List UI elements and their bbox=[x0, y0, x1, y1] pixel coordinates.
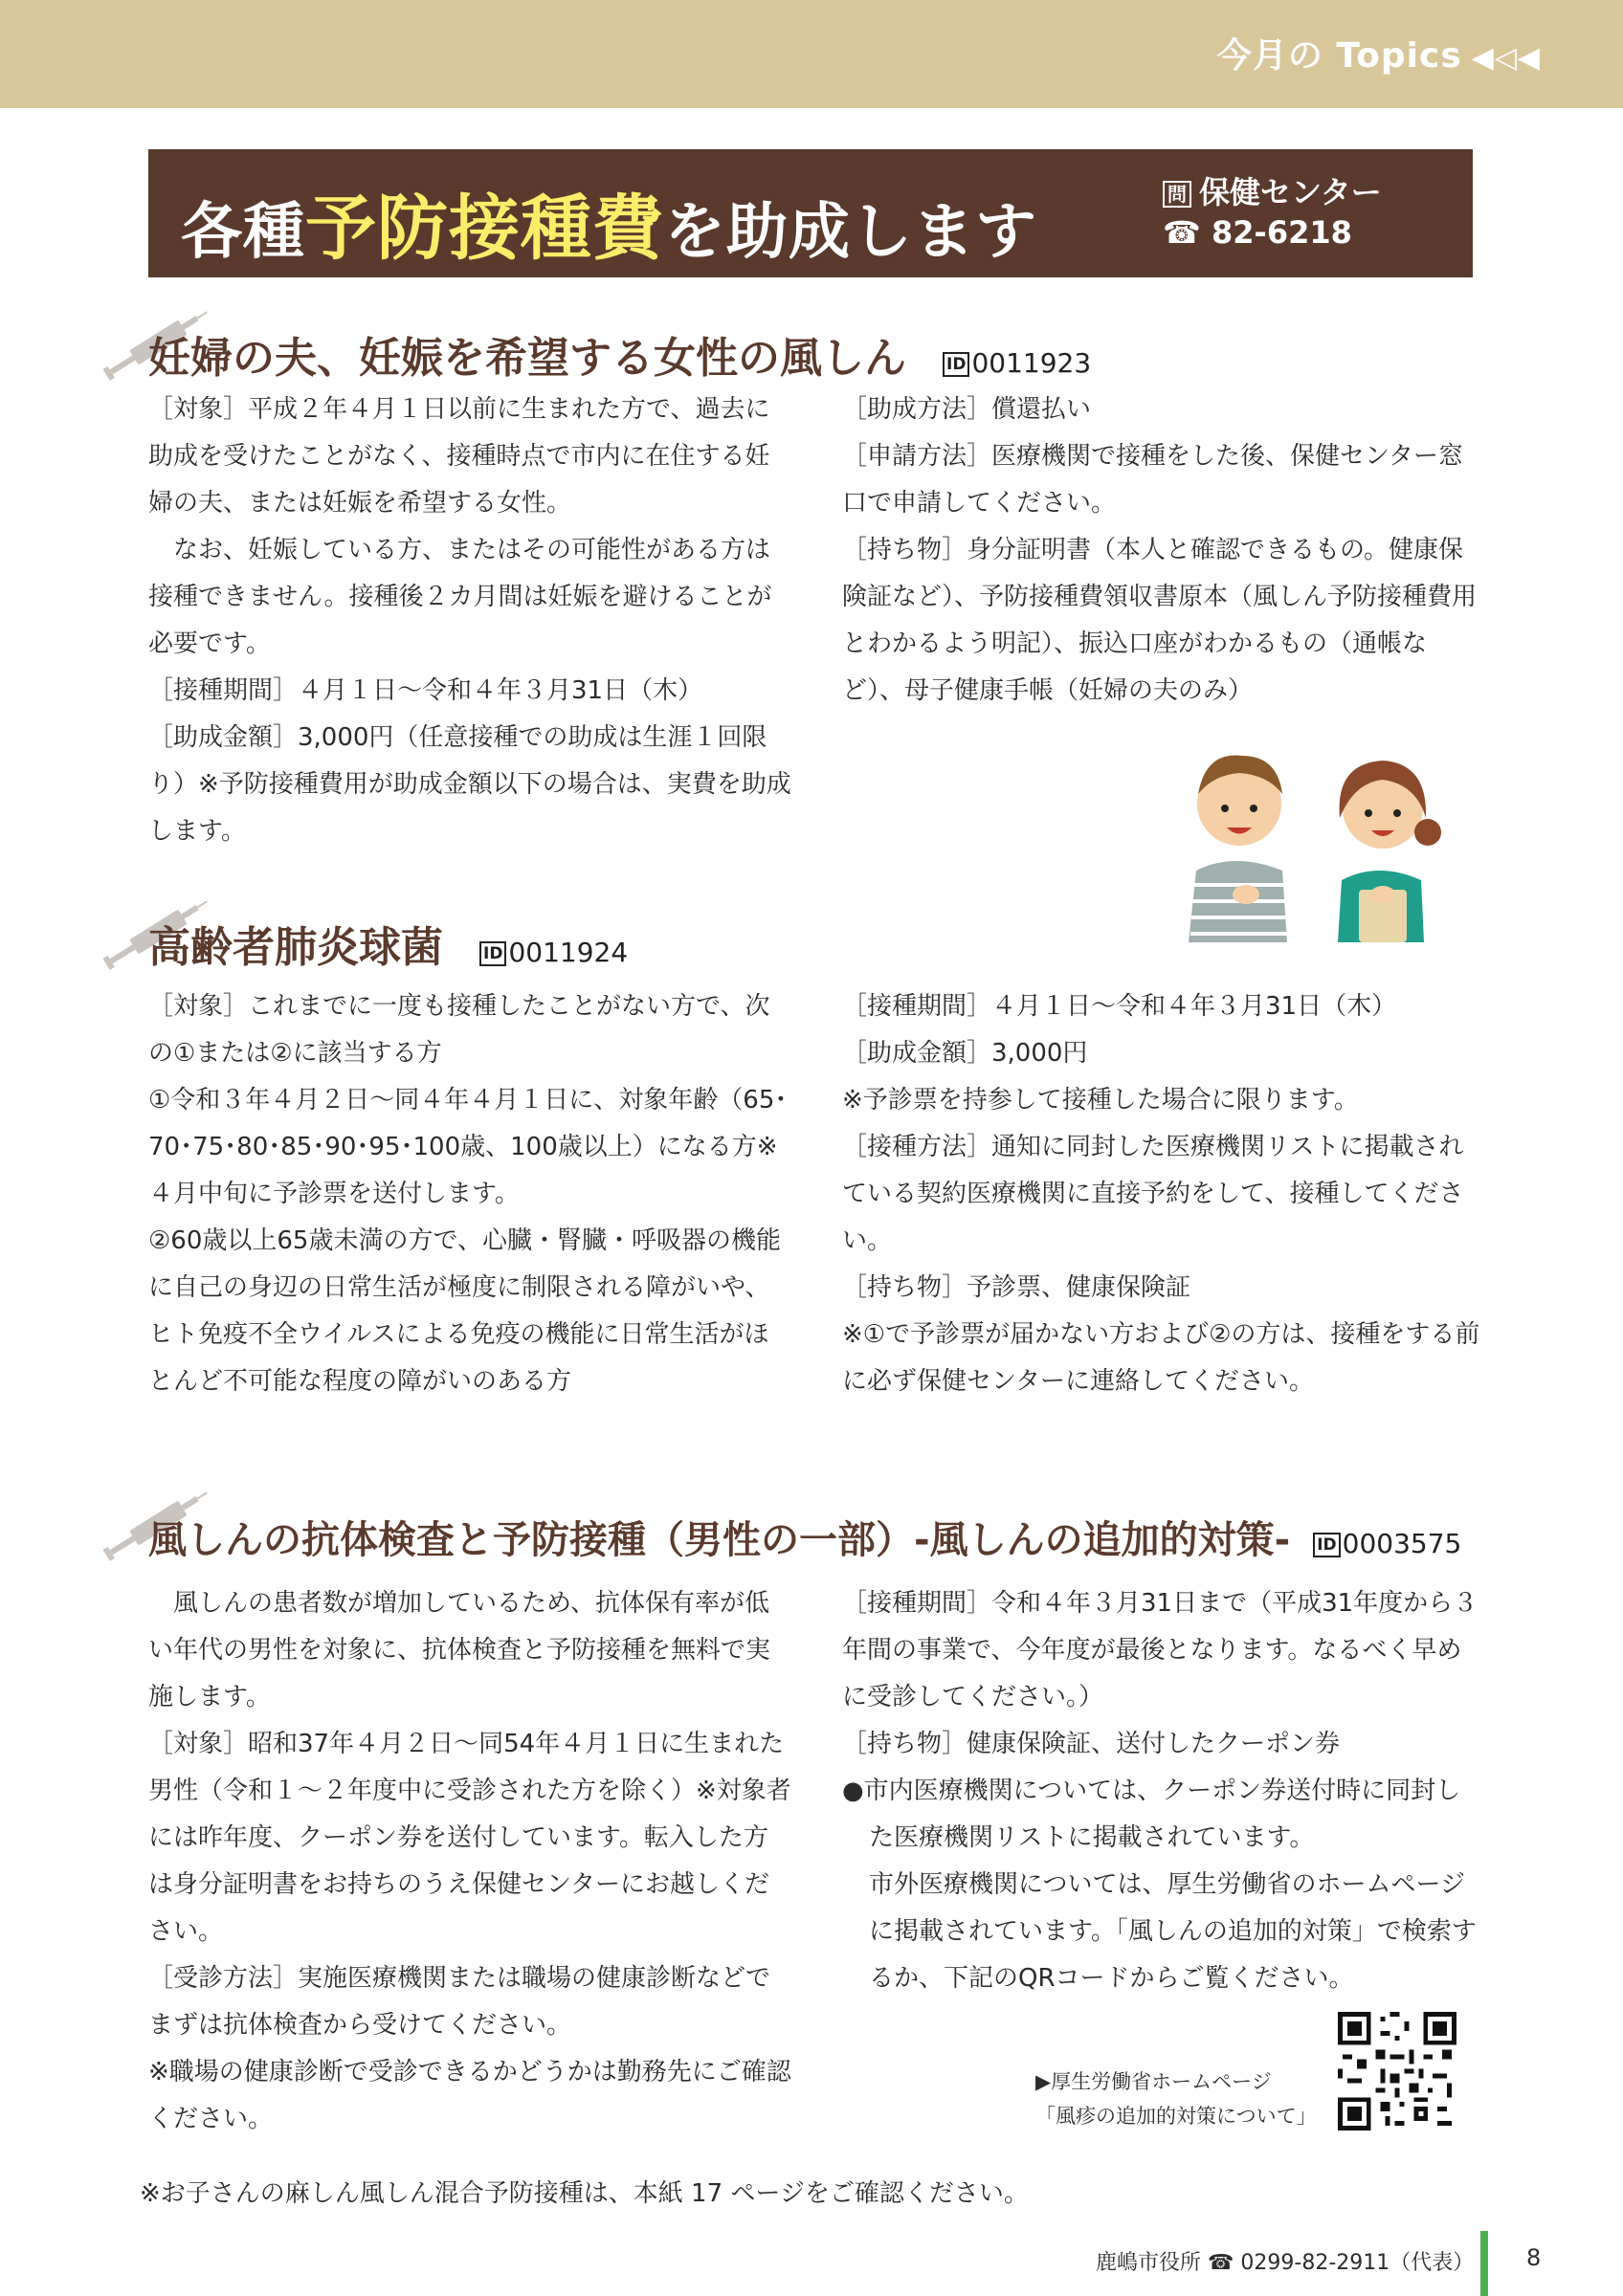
section1-right-column bbox=[842, 386, 1483, 715]
paragraph: ［対象］平成２年４月１日以前に生まれた方で、過去に助成を受けたことがなく、接種時点で市内に在住する妊婦の夫、または妊娠を希望する女性。 bbox=[148, 395, 770, 518]
id-number: 0011924 bbox=[508, 937, 629, 968]
id-icon: ID bbox=[1313, 1533, 1340, 1557]
page-title bbox=[181, 172, 1037, 274]
paragraph: ［申請方法］医療機関で接種をした後、保健センター窓口で申請してください。 bbox=[842, 442, 1463, 518]
paragraph: ［助成金額］3,000円 bbox=[842, 1039, 1088, 1068]
paragraph: ［接種期間］令和４年３月31日まで（平成31年度から３年間の事業で、今年度が最後となります。なるべく早めに受診してください。） bbox=[842, 1589, 1478, 1711]
contact-org: 保健センター bbox=[1199, 174, 1382, 210]
paragraph: なお、妊娠している方、またはその可能性がある方は接種できません。接種後２カ月間は妊娠を避けることが必要です。 bbox=[148, 536, 772, 658]
section2-right-column bbox=[842, 983, 1483, 1405]
section-title-pneumococcal bbox=[148, 913, 628, 974]
title-highlight: 予防接種費 bbox=[305, 188, 664, 270]
paragraph: ※職場の健康診断で受診できるかどうかは勤務先にご確認ください。 bbox=[148, 2058, 791, 2133]
id-icon: ID bbox=[943, 352, 969, 377]
page-number: 8 bbox=[1526, 2244, 1542, 2271]
paragraph: ［接種期間］４月１日～令和４年３月31日（木） bbox=[842, 992, 1397, 1021]
section-title-rubella-pregnancy bbox=[148, 323, 1091, 385]
topics-text: 今月の Topics bbox=[1216, 36, 1462, 76]
section2-left-column bbox=[148, 983, 791, 1405]
inquiry-icon: 問 bbox=[1163, 181, 1191, 208]
id-number: 0011923 bbox=[971, 347, 1092, 379]
paragraph: ［対象］昭和37年４月２日～同54年４月１日に生まれた男性（令和１～２年度中に受診された方を除く）※対象者には昨年度、クーポン券を送付しています。転入した方は身分証明書をお持ちのうえ保健センターにお越しください。 bbox=[148, 1730, 791, 1946]
id-icon: ID bbox=[479, 941, 506, 966]
paragraph: ［持ち物］予診票、健康保険証 bbox=[842, 1273, 1191, 1302]
section-title-text: 妊婦の夫、妊娠を希望する女性の風しん bbox=[148, 334, 906, 383]
section3-left-column bbox=[148, 1580, 791, 2143]
title-pre: 各種 bbox=[181, 197, 305, 268]
title-banner bbox=[148, 149, 1473, 277]
id-tag bbox=[943, 347, 1091, 379]
qr-code-image[interactable] bbox=[1338, 2012, 1456, 2130]
section-title-rubella-men bbox=[148, 1510, 1461, 1564]
paragraph: ［助成方法］償還払い bbox=[842, 395, 1092, 424]
arrows-icon: ◀◁◀ bbox=[1471, 41, 1541, 75]
qr-caption-line: 「風疹の追加的対策について」 bbox=[1035, 2105, 1317, 2128]
paragraph: 市外医療機関については、厚生労働省のホームページに掲載されています。「風しんの追加的対策」で検索するか、下記のQRコードからご覧ください。 bbox=[869, 1870, 1477, 1993]
paragraph: ［接種方法］通知に同封した医療機関リストに掲載されている契約医療機関に直接予約をして、接種してください。 bbox=[842, 1133, 1464, 1255]
footnote: ※お子さんの麻しん風しん混合予防接種は、本紙 17 ページをご確認ください。 bbox=[140, 2179, 1029, 2208]
paragraph: ①令和３年４月２日～同４年４月１日に、対象年齢（65･70･75･80･85･90･95･100歳、100歳以上）になる方※４月中旬に予診票を送付します。 bbox=[148, 1086, 788, 1208]
paragraph: ［受診方法］実施医療機関または職場の健康診断などでまずは抗体検査から受けてください。 bbox=[148, 1964, 771, 2040]
footer-org: 鹿嶋市役所 bbox=[1096, 2251, 1202, 2275]
paragraph: ［対象］これまでに一度も接種したことがない方で、次の①または②に該当する方 bbox=[148, 992, 770, 1068]
section3-right-column bbox=[842, 1580, 1483, 2002]
footer-divider bbox=[1480, 2231, 1488, 2296]
paragraph: 風しんの患者数が増加しているため、抗体保有率が低い年代の男性を対象に、抗体検査と予防接種を無料で実施します。 bbox=[148, 1589, 771, 1711]
paragraph: ●市内医療機関については、クーポン券送付時に同封した医療機関リストに掲載されています。 bbox=[842, 1777, 1461, 1852]
footer bbox=[1096, 2246, 1474, 2276]
paragraph: ［持ち物］身分証明書（本人と確認できるもの。健康保険証など）、予防接種費領収書原本（風しん予防接種費用とわかるよう明記）、振込口座がわかるもの（通帳など）、母子健康手帳（妊婦の夫のみ） bbox=[842, 536, 1478, 705]
paragraph: ※①で予診票が届かない方および②の方は、接種をする前に必ず保健センターに連絡してください。 bbox=[842, 1320, 1480, 1396]
paragraph: ※予診票を持参して接種した場合に限ります。 bbox=[842, 1086, 1359, 1115]
paragraph: ［持ち物］健康保険証、送付したクーポン券 bbox=[842, 1730, 1341, 1758]
section1-left-column bbox=[148, 386, 791, 855]
id-tag bbox=[479, 937, 628, 968]
paragraph: ［助成金額］3,000円（任意接種での助成は生涯１回限り）※予防接種費用が助成金額以下の場合は、実費を助成します。 bbox=[148, 723, 791, 846]
contact-phone: ☎ 82-6218 bbox=[1163, 214, 1352, 251]
footer-phone: ☎ 0299-82-2911（代表） bbox=[1208, 2251, 1475, 2275]
qr-caption-line: ▶厚生労働省ホームページ bbox=[1035, 2070, 1272, 2093]
paragraph: ②60歳以上65歳未満の方で、心臓・腎臓・呼吸器の機能に自己の身辺の日常生活が極度に制限される障がいや、ヒト免疫不全ウイルスによる免疫の機能に日常生活がほとんど不可能な程度の障がいのある方 bbox=[148, 1226, 781, 1396]
id-tag bbox=[1313, 1528, 1461, 1559]
section-title-text: 高齢者肺炎球菌 bbox=[148, 923, 443, 972]
qr-caption bbox=[1035, 2064, 1317, 2133]
topics-label bbox=[1217, 29, 1541, 77]
title-post: を助成します bbox=[664, 197, 1037, 268]
paragraph: ［接種期間］４月１日～令和４年３月31日（木） bbox=[148, 676, 703, 705]
section-title-text: 風しんの抗体検査と予防接種（男性の一部）-風しんの追加的対策- bbox=[148, 1518, 1291, 1562]
contact-info bbox=[1163, 172, 1382, 253]
couple-illustration bbox=[1177, 727, 1455, 942]
id-number: 0003575 bbox=[1342, 1528, 1462, 1559]
